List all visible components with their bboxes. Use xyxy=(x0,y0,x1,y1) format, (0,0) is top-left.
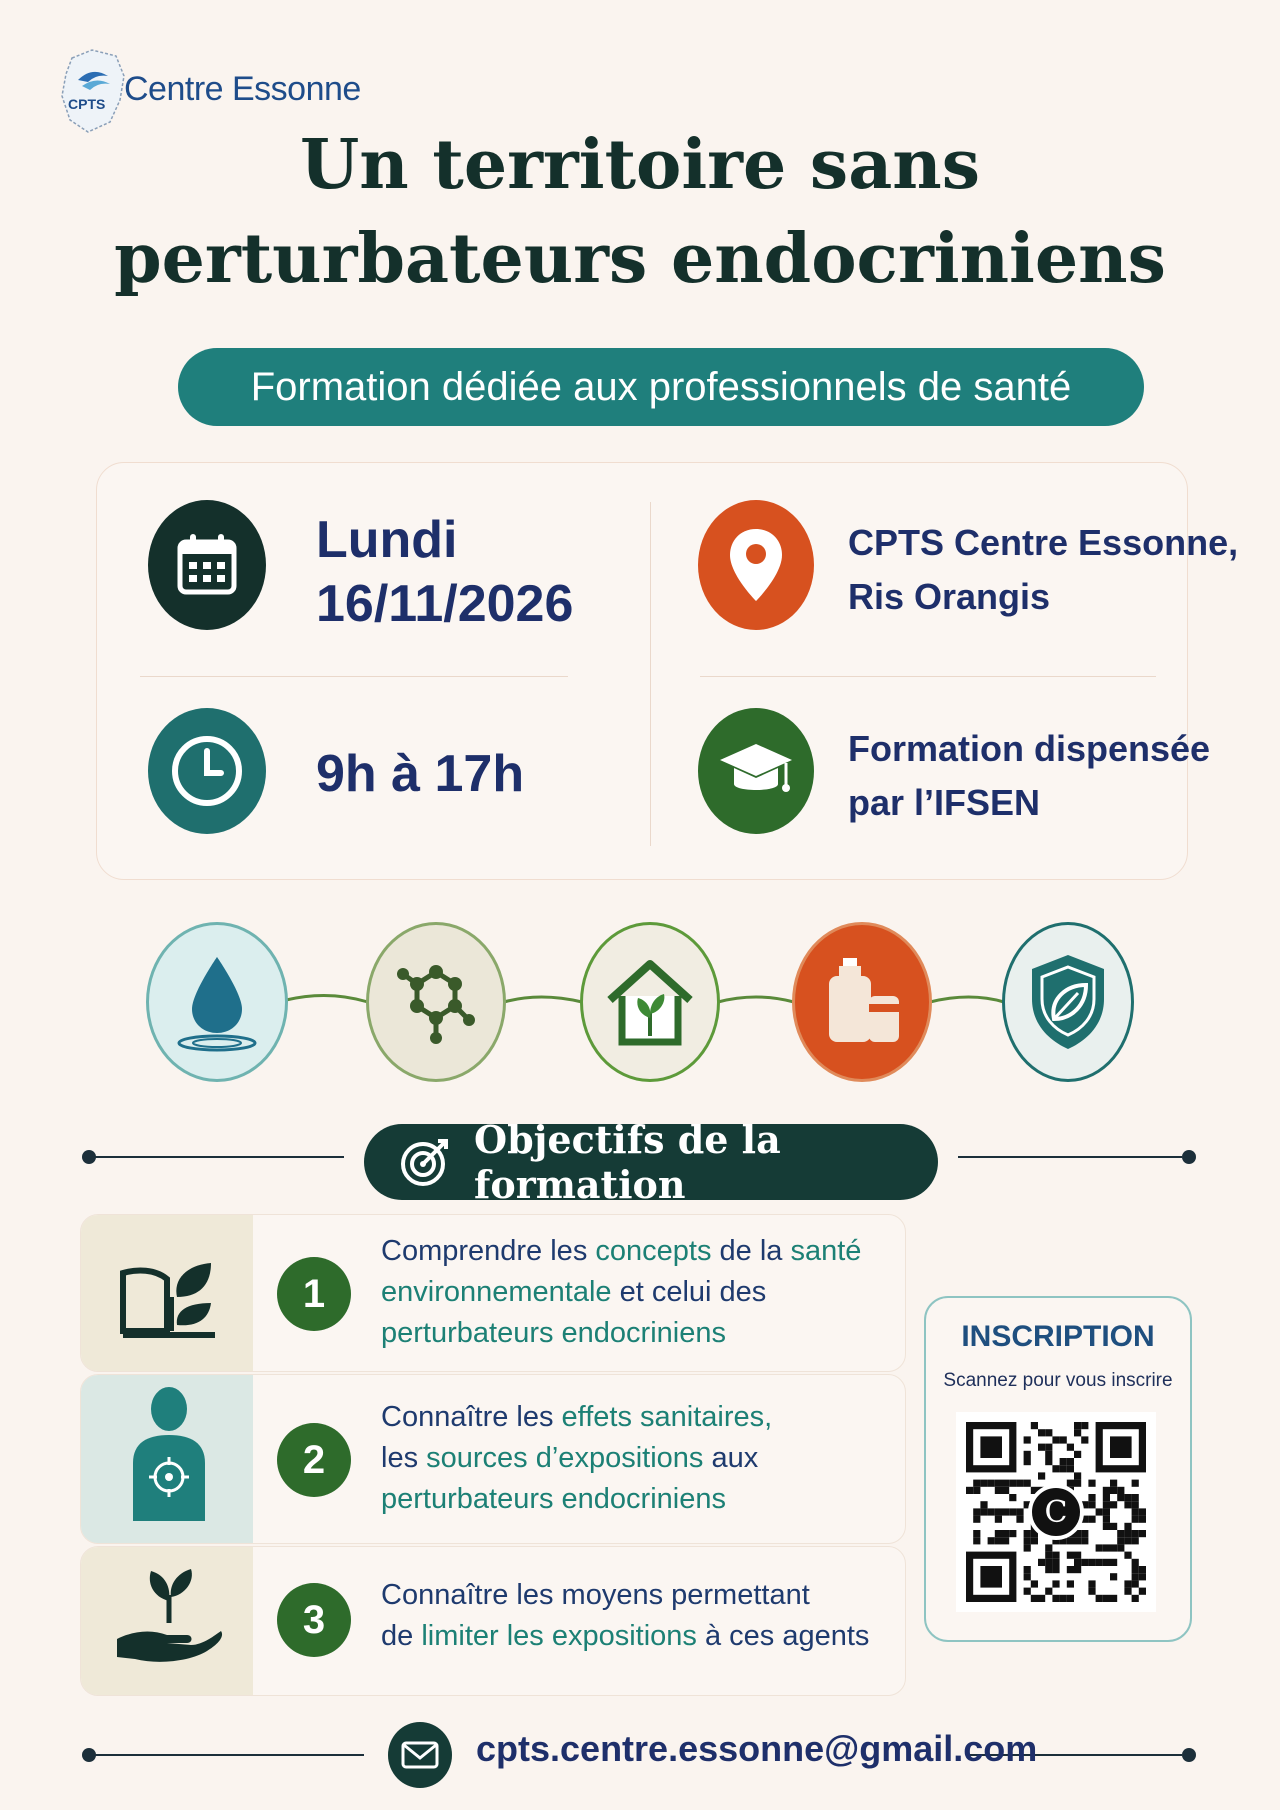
objective-line xyxy=(381,1272,861,1313)
objective-text xyxy=(381,1397,772,1520)
book-leaf-icon xyxy=(115,1239,225,1349)
objective-line xyxy=(381,1616,869,1657)
location-pin-icon xyxy=(698,500,814,630)
contact-email[interactable]: cpts.centre.essonne@gmail.com xyxy=(476,1728,1038,1769)
page-title xyxy=(0,118,1280,306)
provider-block xyxy=(848,722,1210,830)
header-line-dot-right xyxy=(1182,1150,1196,1164)
objective-segment: aux xyxy=(703,1442,759,1474)
leaf-shield-icon xyxy=(1002,922,1134,1082)
objective-segment: Connaître les xyxy=(381,1401,562,1433)
objective-segment: et celui des xyxy=(611,1276,767,1308)
objective-highlight: effets sanitaires, xyxy=(561,1401,773,1433)
qr-center-logo: C xyxy=(1028,1484,1084,1540)
objective-row-2 xyxy=(80,1374,906,1544)
objective-segment: de xyxy=(381,1620,422,1652)
objective-segment: Comprendre les xyxy=(381,1235,596,1267)
place-block xyxy=(848,516,1238,624)
objective-segment: Connaître les moyens permettant xyxy=(381,1579,810,1611)
objective-text xyxy=(381,1231,861,1354)
water-drop-icon xyxy=(146,922,288,1082)
provider-line-1: Formation dispensée xyxy=(848,728,1211,769)
objective-line xyxy=(381,1479,772,1520)
objective-2-icon-panel xyxy=(81,1375,253,1543)
objective-segment: de la xyxy=(711,1235,791,1267)
objectives-title: Objectifs de la formation xyxy=(474,1117,781,1207)
objective-segment: à ces agents xyxy=(696,1620,870,1652)
info-divider-left xyxy=(140,676,568,677)
objective-highlight: sources d’expositions xyxy=(426,1442,704,1474)
hours-value: 9h à 17h xyxy=(316,745,525,803)
clock-icon xyxy=(148,708,266,834)
place-line-2: Ris Orangis xyxy=(848,576,1051,617)
objective-highlight: limiter les expositions xyxy=(421,1620,697,1652)
logo-badge: CPTS xyxy=(68,96,106,112)
objective-number: 1 xyxy=(277,1257,351,1331)
objective-1-icon-panel xyxy=(81,1215,253,1371)
objective-segment: les xyxy=(381,1442,427,1474)
objective-line xyxy=(381,1397,772,1438)
title-line-2: perturbateurs endocriniens xyxy=(114,219,1166,299)
objective-text xyxy=(381,1575,869,1657)
objective-number: 2 xyxy=(277,1423,351,1497)
objective-line xyxy=(381,1313,861,1354)
hand-sprout-icon xyxy=(111,1561,231,1671)
objective-highlight: perturbateurs endocriniens xyxy=(381,1317,726,1349)
objective-highlight: perturbateurs endocriniens xyxy=(381,1483,726,1515)
place-line-1: CPTS Centre Essonne, xyxy=(848,522,1239,563)
objective-row-1 xyxy=(80,1214,906,1372)
inscription-box xyxy=(924,1296,1192,1642)
molecule-icon xyxy=(366,922,506,1082)
objectives-header xyxy=(364,1117,938,1207)
inscription-subtitle: Scannez pour vous inscrire xyxy=(943,1370,1173,1391)
info-divider-vertical xyxy=(650,502,651,846)
objective-line xyxy=(381,1438,772,1479)
target-icon xyxy=(398,1135,452,1189)
date-block xyxy=(316,508,573,636)
graduation-cap-icon xyxy=(698,708,814,834)
footer-line-dot-right xyxy=(1182,1748,1196,1762)
objective-highlight: environnementale xyxy=(381,1276,612,1308)
provider-line-2: par l’IFSEN xyxy=(848,782,1041,823)
calendar-icon xyxy=(148,500,266,630)
header-line-left xyxy=(94,1156,344,1158)
header-line-right xyxy=(958,1156,1182,1158)
objective-row-3 xyxy=(80,1546,906,1696)
date-day: Lundi xyxy=(316,511,458,569)
eco-house-icon xyxy=(580,922,720,1082)
title-line-1: Un territoire sans xyxy=(300,125,980,205)
inscription-title: INSCRIPTION xyxy=(961,1320,1155,1353)
info-divider-right xyxy=(700,676,1156,677)
objective-highlight: santé xyxy=(790,1235,862,1267)
objective-number: 3 xyxy=(277,1583,351,1657)
products-bottle-icon xyxy=(792,922,932,1082)
objective-line xyxy=(381,1231,861,1272)
logo-name: Centre Essonne xyxy=(124,70,361,108)
footer-line-left xyxy=(94,1754,364,1756)
mail-icon xyxy=(388,1722,452,1788)
body-target-icon xyxy=(117,1385,221,1525)
qr-code[interactable] xyxy=(956,1412,1156,1612)
objective-3-icon-panel xyxy=(81,1547,253,1695)
subtitle-banner: Formation dédiée aux professionnels de santé xyxy=(178,348,1144,426)
date-value: 16/11/2026 xyxy=(316,575,574,633)
objective-line xyxy=(381,1575,869,1616)
objective-highlight: concepts xyxy=(595,1235,712,1267)
